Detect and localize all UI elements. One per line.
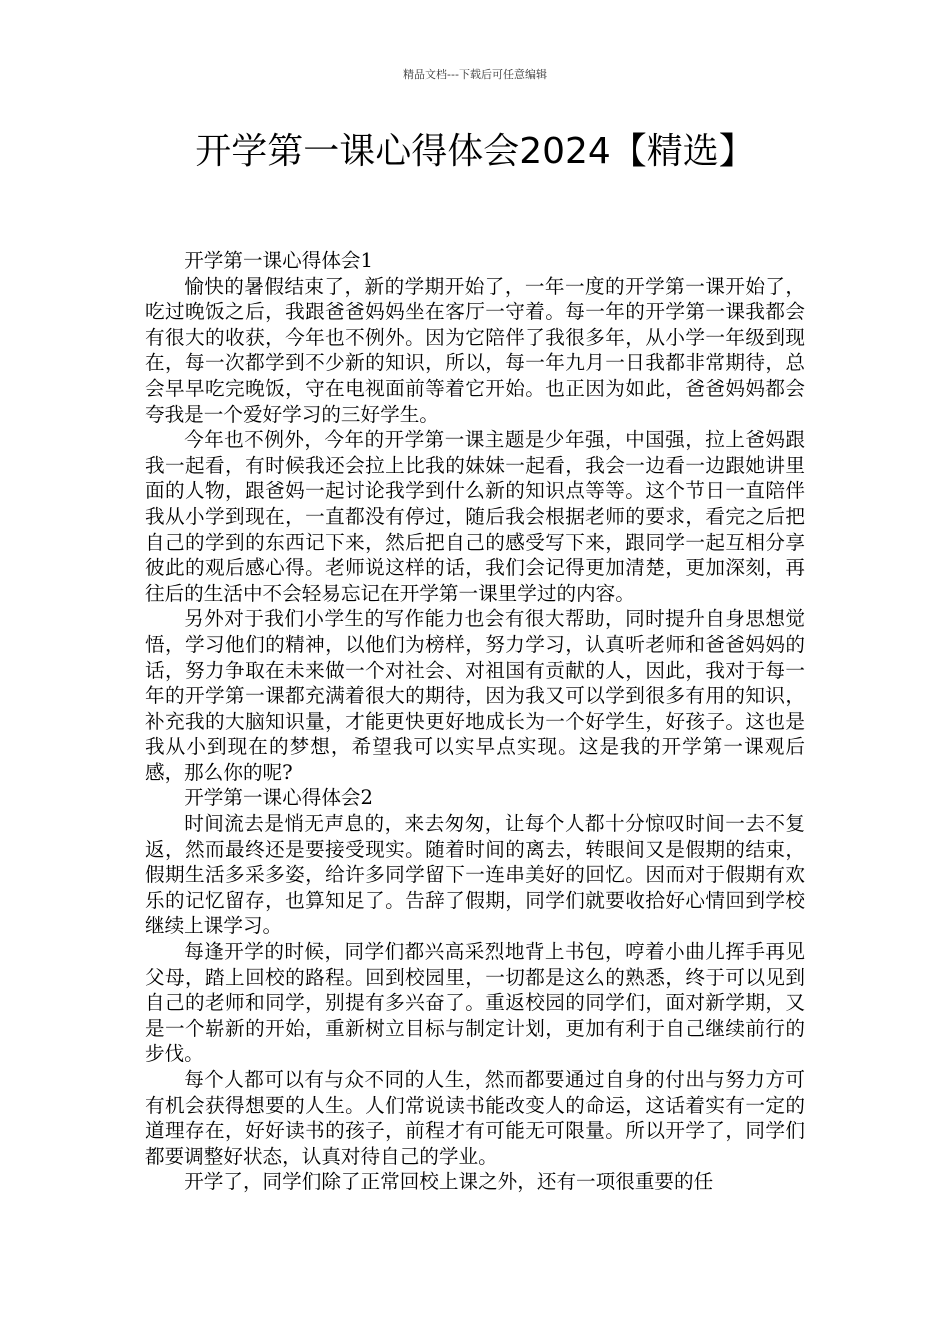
- paragraph: 时间流去是悄无声息的，来去匆匆，让每个人都十分惊叹时间一去不复返，然而最终还是要接受现实。随着时间的离去，转眼间又是假期的结束，假期生活多采多姿，给许多同学留下一连串美好的回忆。因而对于假期有欢乐的记忆留存，也算知足了。告辞了假期，同学们就要收拾好心情回到学校继续上课学习。: [145, 812, 805, 938]
- paragraph: 开学了，同学们除了正常回校上课之外，还有一项很重要的任: [184, 1170, 714, 1194]
- paragraph: 愉快的暑假结束了，新的学期开始了，一年一度的开学第一课开始了，吃过晚饭之后，我跟爸爸妈妈坐在客厅一守着。每一年的开学第一课我都会有很大的收获，今年也不例外。因为它陪伴了我很多年，从小学一年级到现在，每一次都学到不少新的知识，所以，每一年九月一日我都非常期待，总会早早吃完晚饭，守在电视面前等着它开始。也正因为如此，爸爸妈妈都会夸我是一个爱好学习的三好学生。: [145, 274, 805, 426]
- document-title: 开学第一课心得体会2024【精选】: [195, 131, 755, 172]
- paragraph: 每逢开学的时候，同学们都兴高采烈地背上书包，哼着小曲儿挥手再见父母，踏上回校的路程。回到校园里，一切都是这么的熟悉，终于可以见到自己的老师和同学，别提有多兴奋了。重返校园的同学们，面对新学期，又是一个崭新的开始，重新树立目标与制定计划，更加有利于自己继续前行的步伐。: [145, 940, 805, 1066]
- section-heading-1: 开学第一课心得体会1: [184, 249, 373, 272]
- document-body: [145, 248, 805, 1195]
- section-heading-2: 开学第一课心得体会2: [184, 786, 373, 810]
- header-note: 精品文档---下载后可任意编辑: [403, 68, 547, 81]
- paragraph: 今年也不例外，今年的开学第一课主题是少年强，中国强，拉上爸妈跟我一起看，有时候我还会拉上比我的妹妹一起看，我会一边看一边跟她讲里面的人物，跟爸妈一起讨论我学到什么新的知识点等等。这个节日一直陪伴我从小学到现在，一直都没有停过，随后我会根据老师的要求，看完之后把自己的学到的东西记下来，然后把自己的感受写下来，跟同学一起互相分享彼此的观后感心得。老师说这样的话，我们会记得更加清楚，更加深刻，再往后的生活中不会轻易忘记在开学第一课里学过的内容。: [145, 428, 805, 605]
- paragraph: 每个人都可以有与众不同的人生，然而都要通过自身的付出与努力方可有机会获得想要的人生。人们常说读书能改变人的命运，这话着实有一定的道理存在，好好读书的孩子，前程才有可能无可限量。所以开学了，同学们都要调整好状态，认真对待自己的学业。: [145, 1068, 805, 1168]
- paragraph: 另外对于我们小学生的写作能力也会有很大帮助，同时提升自身思想觉悟，学习他们的精神，以他们为榜样，努力学习，认真听老师和爸爸妈妈的话，努力争取在未来做一个对社会、对祖国有贡献的人，因此，我对于每一年的开学第一课都充满着很大的期待，因为我又可以学到很多有用的知识，补充我的大脑知识量，才能更快更好地成长为一个好学生，好孩子。这也是我从小到现在的梦想，希望我可以实早点实现。这是我的开学第一课观后感，那么你的呢?: [145, 607, 805, 784]
